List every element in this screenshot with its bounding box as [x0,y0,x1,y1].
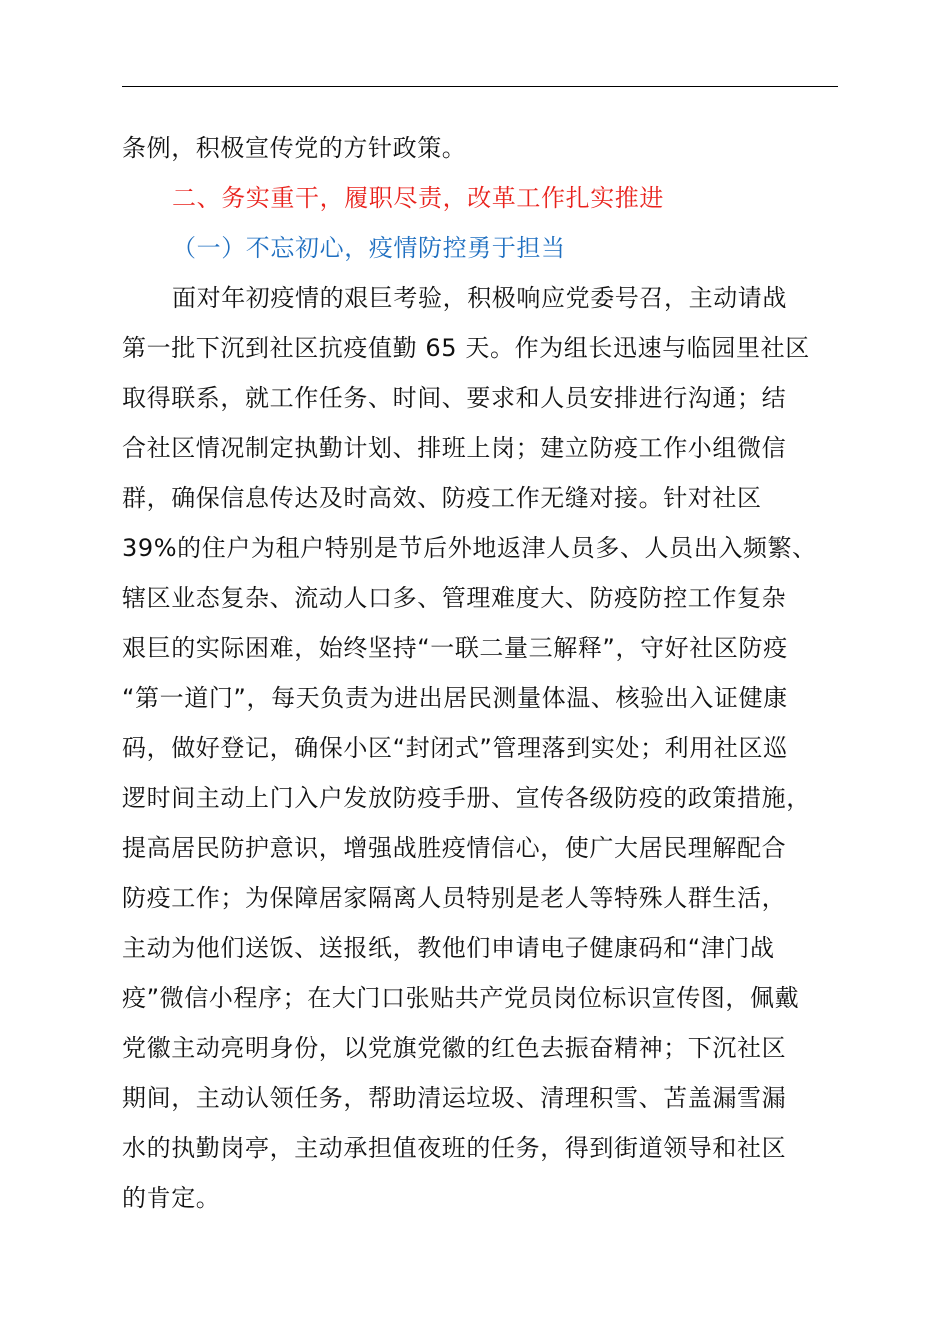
body-text-line: 期间，主动认领任务，帮助清运垃圾、清理积雪、苫盖漏雪漏 [122,1084,787,1112]
body-text-line: 39%的住户为租户特别是节后外地返津人员多、人员出入频繁、 [122,534,817,562]
body-text-line: 的肯定。 [122,1184,221,1212]
body-text-line: 水的执勤岗亭，主动承担值夜班的任务，得到街道领导和社区 [122,1134,787,1162]
body-text-line: 逻时间主动上门入户发放防疫手册、宣传各级防疫的政策措施， [122,784,811,812]
body-text-line: 提高居民防护意识，增强战胜疫情信心，使广大居民理解配合 [122,834,787,862]
header-rule [122,86,838,87]
body-text-line: 防疫工作；为保障居家隔离人员特别是老人等特殊人群生活， [122,884,787,912]
body-text-line: 条例，积极宣传党的方针政策。 [122,134,467,162]
body-text-line: 疫”微信小程序；在大门口张贴共产党员岗位标识宣传图，佩戴 [122,984,800,1012]
subsection-heading: （一）不忘初心，疫情防控勇于担当 [172,234,566,262]
body-text-line: 辖区业态复杂、流动人口多、管理难度大、防疫防控工作复杂 [122,584,787,612]
body-text-line: “第一道门”，每天负责为进出居民测量体温、核验出入证健康 [122,684,788,712]
body-text-line: 合社区情况制定执勤计划、排班上岗；建立防疫工作小组微信 [122,434,787,462]
body-text-line: 第一批下沉到社区抗疫值勤 65 天。作为组长迅速与临园里社区 [122,334,810,362]
body-text-line: 面对年初疫情的艰巨考验，积极响应党委号召，主动请战 [172,284,787,312]
body-text-line: 群，确保信息传达及时高效、防疫工作无缝对接。针对社区 [122,484,762,512]
body-text-line: 取得联系，就工作任务、时间、要求和人员安排进行沟通；结 [122,384,787,412]
body-text-line: 主动为他们送饭、送报纸，教他们申请电子健康码和“津门战 [122,934,775,962]
section-heading: 二、务实重干，履职尽责，改革工作扎实推进 [172,184,664,212]
body-text-line: 码，做好登记，确保小区“封闭式”管理落到实处；利用社区巡 [122,734,788,762]
body-text-line: 党徽主动亮明身份，以党旗党徽的红色去振奋精神；下沉社区 [122,1034,787,1062]
body-text-line: 艰巨的实际困难，始终坚持“一联二量三解释”，守好社区防疫 [122,634,788,662]
